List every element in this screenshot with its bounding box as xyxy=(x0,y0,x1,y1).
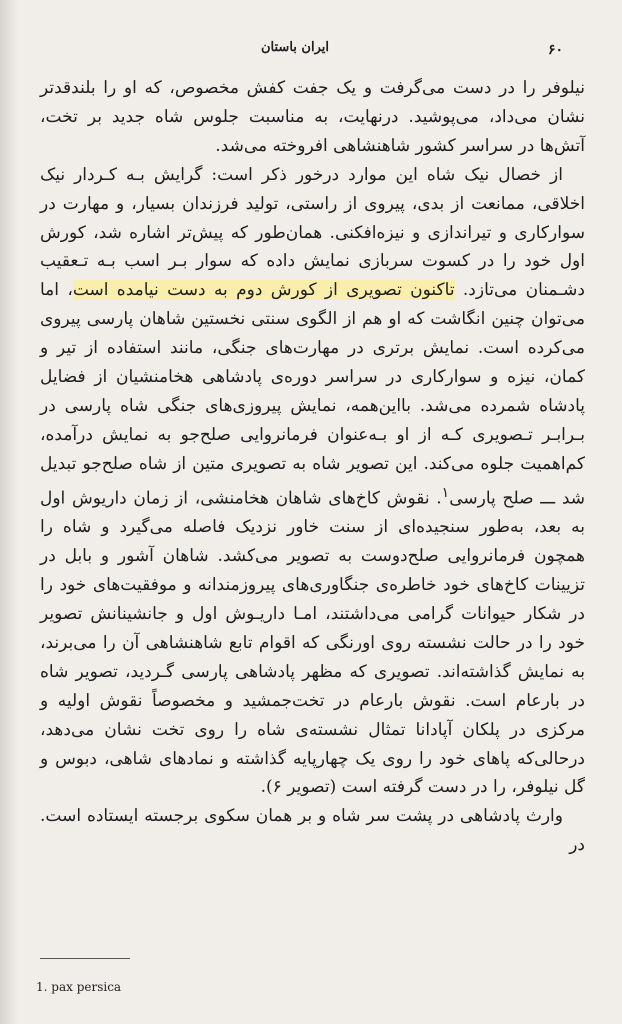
footnote-marker: 1. xyxy=(36,980,48,994)
body-text xyxy=(40,74,585,860)
page-gutter-shadow xyxy=(0,0,18,1024)
footnote xyxy=(36,980,121,994)
footnote-divider xyxy=(40,958,130,959)
page-number: ۶۰ xyxy=(548,42,564,58)
paragraph-2 xyxy=(40,161,585,803)
footnote-text: pax persica xyxy=(51,980,122,994)
running-title: ایران باستان xyxy=(261,40,329,55)
paragraph-3: وارث پادشاهی در پشت سر شاه و بر همان سکوی برجسته ایستاده است. در xyxy=(40,806,585,856)
footnote-reference: ۱ xyxy=(441,484,450,501)
paragraph-2-part-a: از خصال نیک شاه این موارد درخور ذکر است: گرایش بـه کـردار نیک اخلاقی، ممانعت از بدی، پیروی از راستی، تولید فرزندان بسیار، و مهارت در سوارکاری و تیراندازی و نیزه‌افکنی. همان‌طور که پیش‌تر اشاره شد، کورش اول خود را در کسوت سربازی نمایش داده که سوار بـر اسب بـه تـعقیب دشـمنان می‌تازد. xyxy=(40,164,585,301)
highlighted-sentence: تاکنون تصویری از کورش دوم به دست نیامده است xyxy=(72,280,455,301)
paragraph-2-part-b: ، اما می‌توان چنین انگاشت که او هم از الگوی سنتی نخستین شاهان پارسی پیروی می‌کرده است. نمایش برتری در مهارت‌های جنگی، مانند استفاده از تیر و کمان، نیزه و سوارکاری در سراسر دوره‌ی پادشاهی هخامنشیان از فضایل پادشاه شمرده می‌شد. بااین‌همه، نمایش پیروزی‌های جنگی شاه پارسی در بـرابـر تـصویری کـه از او بـه‌عنوان فرمانروایی صلح‌جو به نمایش درآمده، کم‌اهمیت جلوه می‌کند. این تصویر شاه به تصویری متین از شاه صلح‌جو تبدیل شد ـــ صلح پارسی xyxy=(40,280,585,509)
paragraph-2-part-c: . نقوش کاخ‌های شاهان هخامنشی، از زمان داریوش اول به بعد، به‌طور سنجیده‌ای از سنت خاور نزدیک فاصله می‌گیرد و شاه را همچون فرمانروایی صلح‌دوست به تصویر می‌کشد. شاهان آشور و بابل در تزیینات کاخ‌های خود خاطره‌ی جنگاوری‌های پیروزمندانه و موفقیت‌های خود را در شکار حیوانات گرامی می‌داشتند، امـا داریـوش اول و جانشینانش تصویر خود را در حالت نشسته روی اورنگی که اقوام تابع شاهنشاهی آن را می‌برند، به نمایش گذاشته‌اند. تصویری که مظهر پادشاهی پارسی گـردید، تصویر شاه در بارعام است. نقوش بارعام در تخت‌جمشید و مخصوصاً نقوش اولیه و مرکزی در پلکان آپادانا تمثال نشسته‌ی شاه را روی تخت نشان می‌دهد، درحالی‌که پاهای خود را روی یک چهارپایه گذاشته و نمادهای شاهی، دبوس و گل نیلوفر، را در دست گرفته است (تصویر ۶). xyxy=(40,488,585,798)
paragraph-1: نیلوفر را در دست می‌گرفت و یک جفت کفش مخصوص، که او را بلندقدتر نشان می‌داد، می‌پوشید. درنهایت، به مناسبت جلوس شاه جدید بر تخت، آتش‌ها در سراسر کشور شاهنشاهی افروخته می‌شد. xyxy=(40,78,585,156)
